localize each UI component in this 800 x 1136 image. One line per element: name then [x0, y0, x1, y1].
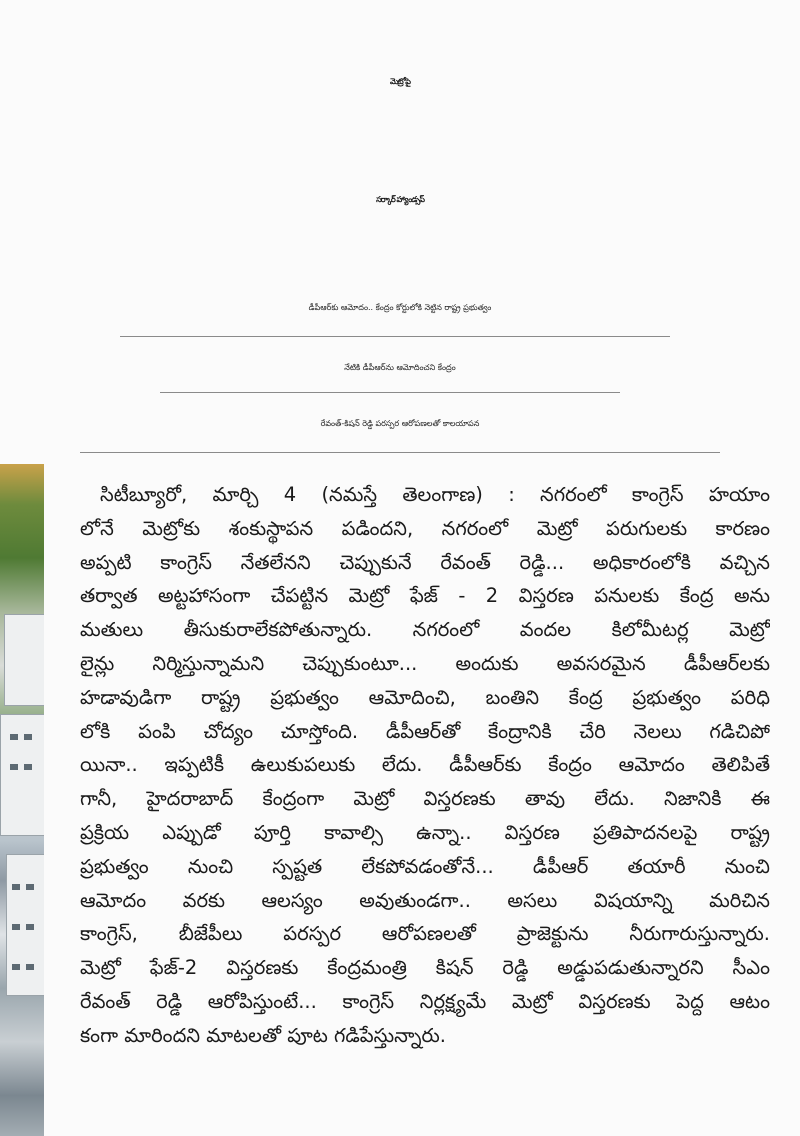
article-line: సిటీబ్యూరో, మార్చి 4 (నమస్తే తెలంగాణ) : నగరంలో కాంగ్రెస్‌ హయాం	[100, 483, 770, 506]
subhead-1: డీపీఆర్‌కు ఆమోదం.. కేంద్రం కోర్టులోకి నెట్టిన రాష్ట్ర ప్రభుత్వం	[308, 303, 492, 312]
article-line: మతులు తీసుకురాలేకపోతున్నారు. నగరంలో వందల కిలోమీటర్ల మెట్రో	[80, 618, 770, 642]
subhead-2: నేటికి డీపీఆర్‌ను ఆమోదించని కేంద్రం	[344, 363, 456, 372]
article-line: ప్రక్రియ ఎప్పుడో పూర్తి కావాల్సి ఉన్నా.. విస్తరణ ప్రతిపాదనలపై రాష్ట్ర	[80, 820, 770, 844]
article-line: తర్వాత అట్టహాసంగా చేపట్టిన మెట్రో ఫేజ్‌ - 2 విస్తరణ పనులకు కేంద్ర అను	[80, 584, 770, 608]
article-line: ఆమోదం వరకు ఆలస్యం అవుతుండగా.. అసలు విషయాన్ని మరిచిన	[80, 888, 770, 912]
article-line: లైన్లు నిర్మిస్తున్నామని చెప్పుకుంటూ... అందుకు అవసరమైన డీపీఆర్‌లకు	[80, 651, 770, 675]
article-line: అప్పటి కాంగ్రెస్‌ నేతలేనని చెప్పుకునే రేవంత్‌ రెడ్డి... అధికారంలోకి వచ్చిన	[80, 550, 770, 574]
article-body	[80, 478, 770, 1053]
subhead-divider-1	[120, 336, 670, 337]
subhead-3: రేవంత్‌-కిషన్‌ రెడ్డి పరస్పర ఆరోపణలతో కాలయాపన	[320, 419, 480, 428]
article-line: మెట్రో ఫేజ్‌-2 విస్తరణకు కేంద్రమంత్రి కిషన్‌ రెడ్డి అడ్డుపడుతున్నారని సీఎం	[80, 956, 770, 980]
article-line: గానీ, హైదరాబాద్‌ కేంద్రంగా మెట్రో విస్తరణకు తావు లేదు. నిజానికి ఈ	[80, 787, 770, 811]
subhead-divider-3	[80, 452, 720, 453]
article-line: కంగా మారిందని మాటలతో పూట గడిపేస్తున్నారు.	[80, 1023, 447, 1047]
building-photo-icon	[0, 464, 44, 1136]
article-line: ప్రభుత్వం నుంచి స్పష్టత లేకపోవడంతోనే... డీపీఆర్‌ తయారీ నుంచి	[80, 854, 770, 878]
article-line: కాంగ్రెస్‌, బీజేపీలు పరస్పర ఆరోపణలతో ప్రాజెక్టును నీరుగారుస్తున్నారు.	[80, 922, 770, 946]
article-line: రేవంత్‌ రెడ్డి ఆరోపిస్తుంటే... కాంగ్రెస్‌ నిర్లక్ష్యమే మెట్రో విస్తరణకు పెద్ద ఆటం	[80, 989, 770, 1013]
headline-line-2: సర్కార్ హ్యాండ్సప్	[376, 195, 424, 204]
headline-line-1: మెట్రోపై	[390, 77, 410, 86]
article-line: హడావుడిగా రాష్ట్ర ప్రభుత్వం ఆమోదించి, బంతిని కేంద్ర ప్రభుత్వం పరిధి	[80, 685, 770, 709]
article-line: యినా.. ఇప్పటికీ ఉలుకుపలుకు లేదు. డీపీఆర్‌కు కేంద్రం ఆమోదం తెలిపితే	[80, 753, 770, 777]
article-line: లోకి పంపి చోద్యం చూస్తోంది. డీపీఆర్‌తో కేంద్రానికి చేరి నెలలు గడిచిపో	[80, 719, 770, 743]
subhead-divider-2	[160, 392, 620, 393]
article-line: లోనే మెట్రోకు శంకుస్థాపన పడిందని, నగరంలో మెట్రో పరుగులకు కారణం	[80, 516, 770, 540]
